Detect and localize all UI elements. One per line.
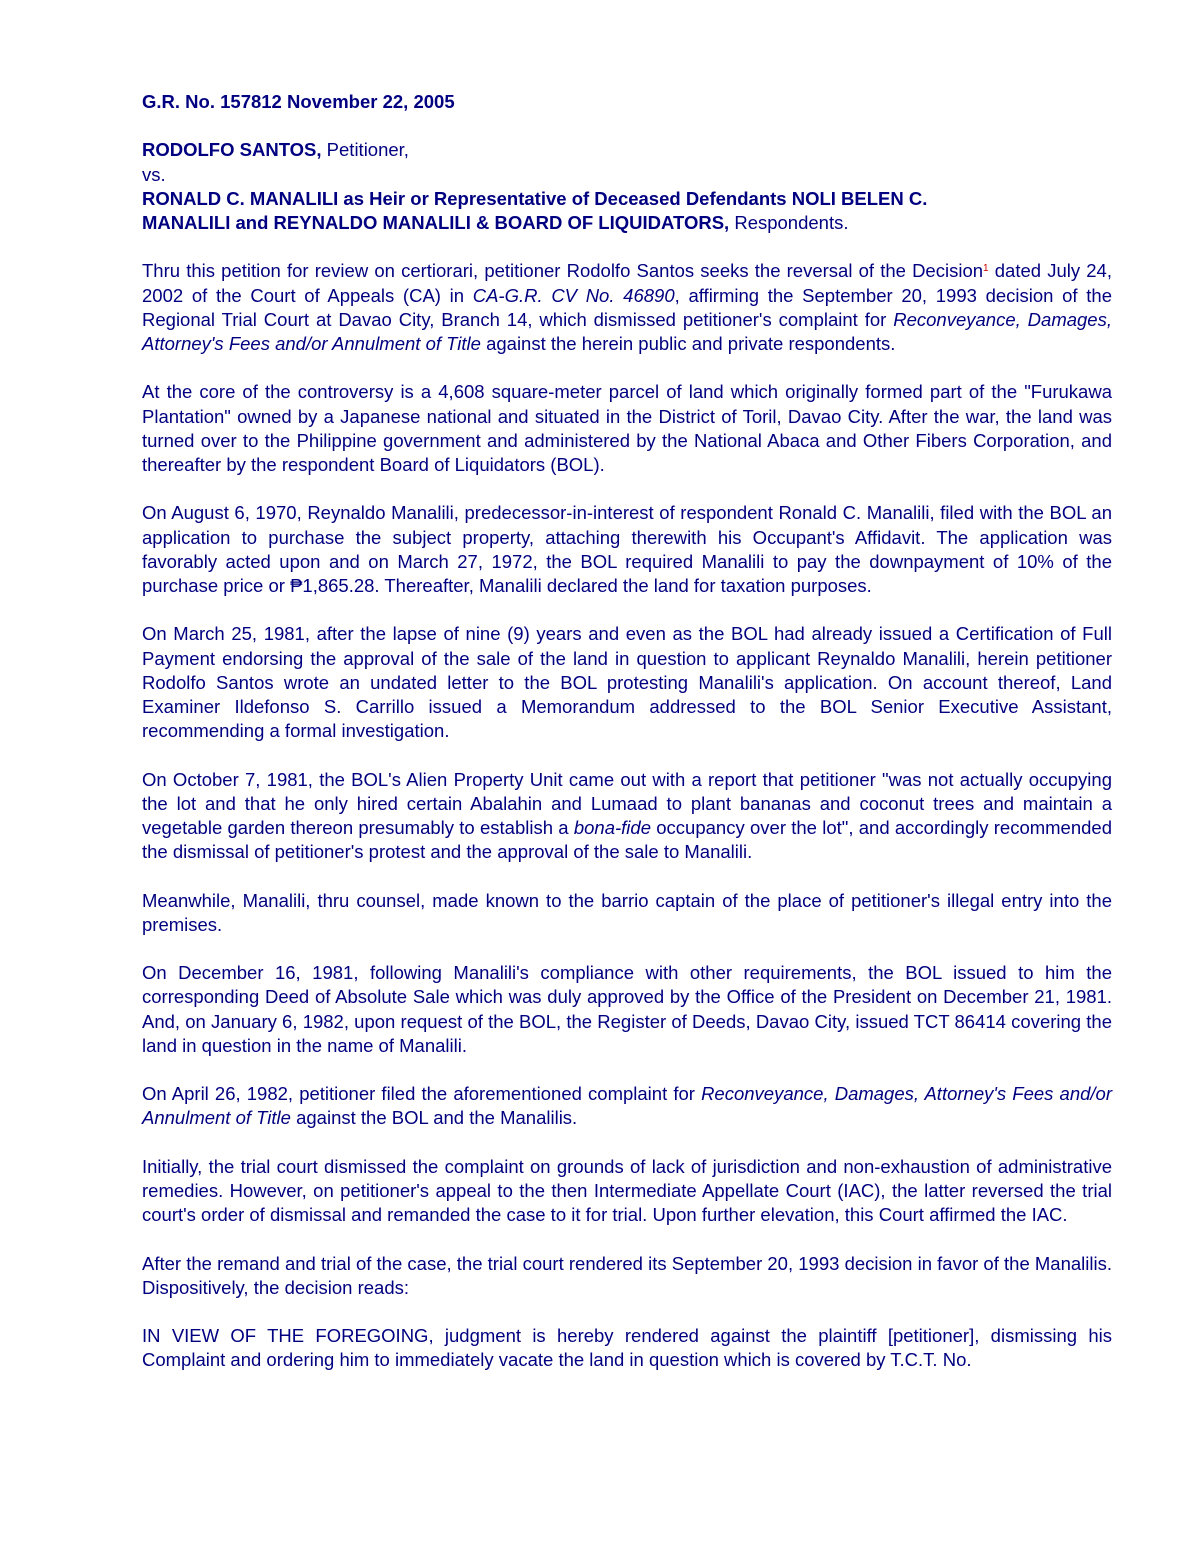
respondents-line-2 — [142, 211, 1112, 235]
petitioner-role: Petitioner, — [321, 139, 409, 161]
p1-text-a: Thru this petition for review on certiorari, petitioner Rodolfo Santos seeks the reversal of the Decision — [142, 260, 984, 282]
document-page — [142, 90, 1112, 1397]
respondents-names: MANALILI and REYNALDO MANALILI & BOARD OF LIQUIDATORS, — [142, 212, 730, 233]
paragraph-3: On August 6, 1970, Reynaldo Manalili, predecessor-in-interest of respondent Ronald C. Manalili, filed with the BOL an application to purchase the subject property, attaching therewith his Occupant's Affidavit. The application was favorably acted upon and on March 27, 1972, the BOL required Manalili to pay the downpayment of 10% of the purchase price or ₱1,865.28. Thereafter, Manalili declared the land for taxation purposes. — [142, 502, 1112, 596]
petitioner-line — [142, 138, 1112, 162]
p1-text-d: against the herein public and private respondents. — [480, 333, 896, 354]
paragraph-11: IN VIEW OF THE FOREGOING, judgment is hereby rendered against the plaintiff [petitioner], dismissing his Complaint and ordering him to immediately vacate the land in question which is covered by T.C.T. No. — [142, 1325, 1112, 1371]
paragraph-5 — [142, 768, 1112, 865]
paragraph-2: At the core of the controversy is a 4,608 square-meter parcel of land which originally formed part of the "Furukawa Plantation" owned by a Japanese national and situated in the District of Toril, Davao City. After the war, the land was turned over to the Philippine government and administered by the National Abaca and Other Fibers Corporation, and thereafter by the respondent Board of Liquidators (BOL). — [142, 381, 1112, 475]
p8-italic: Reconveyance, Damages, Attorney's Fees and/or Annulment of Title — [142, 1083, 1112, 1129]
paragraph-1 — [142, 259, 1112, 356]
complaint-title: Reconveyance, Damages, Attorney's Fees and/or Annulment of Title — [142, 308, 1112, 354]
case-parties — [142, 138, 1112, 235]
p5-text-a: On October 7, 1981, the BOL's Alien Property Unit came out with a report that petitioner "was not actually occupying the lot and that he only hired certain Abalahin and Lumaad to plant bananas and coconut trees and maintain a vegetable garden thereon presumably to establish a — [142, 768, 1112, 838]
paragraph-10: After the remand and trial of the case, the trial court rendered its September 20, 1993 decision in favor of the Manalilis. Dispositively, the decision reads: — [142, 1252, 1112, 1298]
p8-text-b: against the BOL and the Manalilis. — [290, 1107, 578, 1129]
p1-text-c: , affirming the September 20, 1993 decision of the Regional Trial Court at Davao City, Branch 14, which dismissed petitioner's complaint for — [142, 284, 1112, 330]
ca-case-number: CA-G.R. CV No. 46890 — [472, 284, 675, 306]
respondents-role: Respondents. — [729, 212, 849, 233]
p1-text-b: dated July 24, 2002 of the Court of Appeals (CA) in — [142, 260, 1112, 306]
paragraph-8 — [142, 1082, 1112, 1130]
case-title: G.R. No. 157812 November 22, 2005 — [142, 91, 455, 112]
p8-text-a: On April 26, 1982, petitioner filed the aforementioned complaint for — [142, 1083, 702, 1105]
paragraph-7: On December 16, 1981, following Manalili's compliance with other requirements, the BOL issued to him the corresponding Deed of Absolute Sale which was duly approved by the Office of the President on December 21, 1981. And, on January 6, 1982, upon request of the BOL, the Register of Deeds, Davao City, issued TCT 86414 covering the land in question in the name of Manalili. — [142, 962, 1112, 1056]
respondents-line-1: RONALD C. MANALILI as Heir or Representative of Deceased Defendants NOLI BELEN C. — [142, 187, 928, 209]
versus: vs. — [142, 163, 166, 185]
petitioner-name: RODOLFO SANTOS, — [142, 139, 322, 161]
paragraph-4: On March 25, 1981, after the lapse of nine (9) years and even as the BOL had already issued a Certification of Full Payment endorsing the approval of the sale of the land in question to applicant Reynaldo Manalili, herein petitioner Rodolfo Santos wrote an undated letter to the BOL protesting Manalili's application. On account thereof, Land Examiner Ildefonso S. Carrillo issued a Memorandum addressed to the BOL Senior Executive Assistant, recommending a formal investigation. — [142, 623, 1112, 742]
paragraph-9: Initially, the trial court dismissed the complaint on grounds of lack of jurisdiction and non-exhaustion of administrative remedies. However, on petitioner's appeal to the then Intermediate Appellate Court (IAC), the latter reversed the trial court's order of dismissal and remanded the case to it for trial. Upon further elevation, this Court affirmed the IAC. — [142, 1155, 1112, 1226]
p5-italic: bona-fide — [573, 817, 651, 838]
footnote-link-1[interactable]: 1 — [983, 263, 989, 275]
p5-text-b: occupancy over the lot", and accordingly recommended the dismissal of petitioner's protest and the approval of the sale to Manalili. — [142, 817, 1112, 863]
paragraph-6: Meanwhile, Manalili, thru counsel, made known to the barrio captain of the place of petitioner's illegal entry into the premises. — [142, 889, 1112, 935]
